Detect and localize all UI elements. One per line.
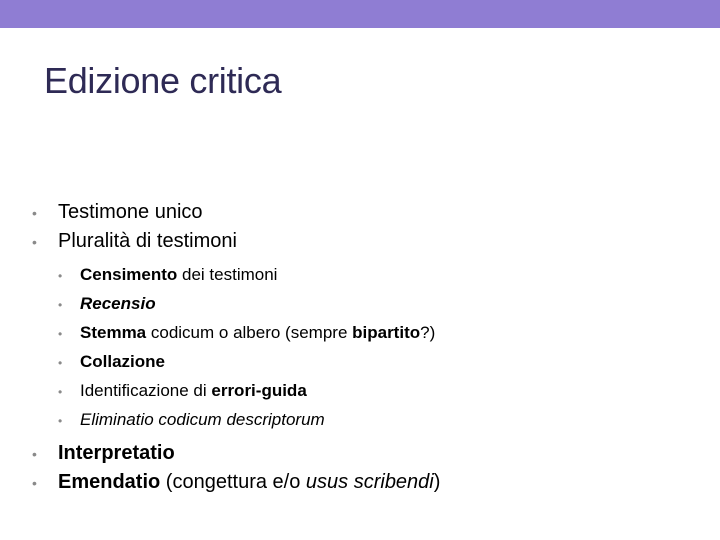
bullet-icon: •	[58, 356, 63, 370]
subbullet-recensio	[30, 289, 700, 318]
bullet-text: (congettura e/o	[160, 471, 306, 493]
bullet-icon: •	[58, 385, 63, 399]
subbullet-stemma	[30, 318, 700, 347]
bullet-text: Identificazione di	[80, 381, 212, 400]
bold-term: Stemma	[80, 323, 147, 342]
bullet-icon: •	[32, 234, 37, 250]
bold-term: Interpretatio	[58, 442, 175, 464]
bullet-icon: •	[58, 298, 63, 312]
bullet-icon: •	[32, 205, 37, 221]
bullet-icon: •	[58, 414, 63, 428]
bold-italic-term: Recensio	[80, 294, 156, 313]
bullet-icon: •	[58, 269, 63, 283]
bullet-emendatio	[30, 468, 700, 497]
bullet-text: )	[433, 471, 441, 493]
bullet-icon: •	[58, 327, 63, 341]
bullet-icon: •	[32, 475, 37, 491]
italic-term: usus scribendi	[305, 471, 434, 493]
subbullet-collazione	[30, 347, 700, 376]
top-accent-bar	[0, 0, 720, 28]
bullet-text: codicum o albero (sempre	[146, 323, 353, 342]
bold-term: Censimento	[80, 265, 178, 284]
bold-term: bipartito	[352, 323, 421, 342]
bullet-text: Testimone unico	[58, 201, 203, 223]
bullet-interpretatio	[30, 439, 700, 468]
bold-term: errori-guida	[211, 381, 307, 400]
bold-term: Emendatio	[58, 471, 161, 493]
bullet-text: dei testimoni	[177, 265, 278, 284]
subbullet-eliminatio	[30, 405, 700, 434]
bullet-icon: •	[32, 446, 37, 462]
bullet-pluralita	[30, 227, 700, 256]
bold-term: Collazione	[80, 352, 166, 371]
slide-title: Edizione critica	[44, 60, 282, 101]
slide-content	[30, 198, 700, 497]
italic-term: Eliminatio codicum descriptorum	[80, 410, 325, 429]
subbullet-censimento	[30, 260, 700, 289]
bullet-text: Pluralità di testimoni	[58, 230, 237, 252]
subbullet-identificazione	[30, 376, 700, 405]
bullet-testimone-unico	[30, 198, 700, 227]
bullet-text: ?)	[420, 323, 436, 342]
